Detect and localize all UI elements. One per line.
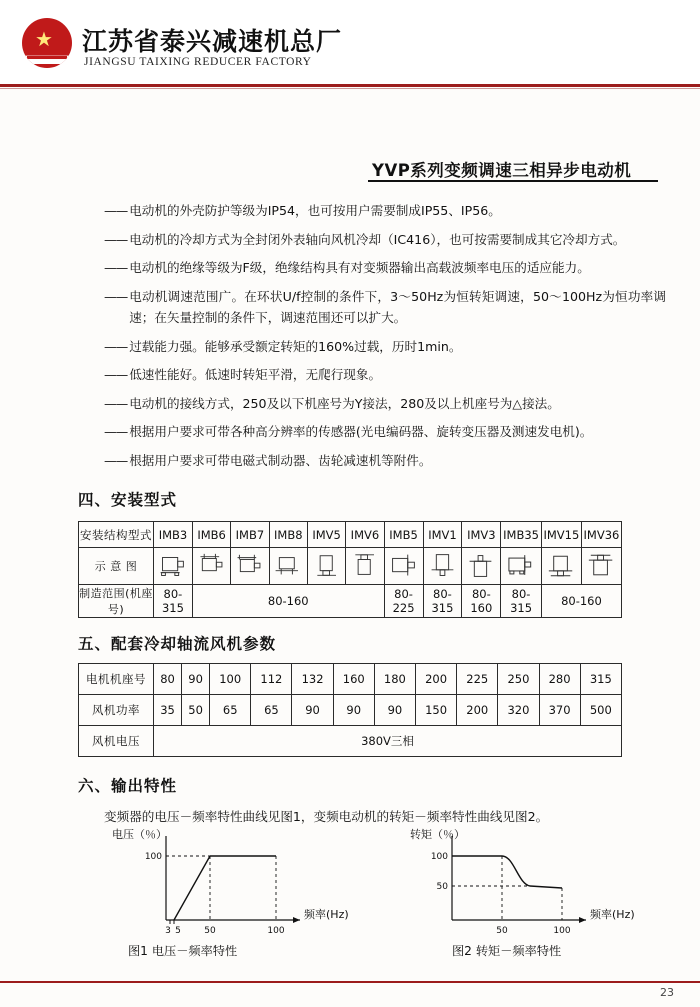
- svg-text:5: 5: [175, 926, 181, 936]
- table-cell: 80-315: [423, 585, 462, 618]
- feature-text: 电动机的绝缘等级为F级，绝缘结构具有对变频器输出高载波频率电压的适应能力。: [129, 260, 590, 275]
- motor-mount-icon: [582, 549, 621, 583]
- table-cell: IMB8: [269, 522, 307, 548]
- table-cell: 200: [457, 695, 498, 726]
- company-name-en: JIANGSU TAIXING REDUCER FACTORY: [84, 56, 312, 68]
- dash-marker: ——: [104, 338, 128, 354]
- chart-voltage-frequency: [104, 828, 354, 938]
- output-intro-text: 变频器的电压－频率特性曲线见图1，变频电动机的转矩－频率特性曲线见图2。: [104, 809, 549, 824]
- feature-text: 电动机调速范围广。在环状U/f控制的条件下，3～50Hz为恒转矩调速，50～100Hz为恒功率调速；在矢量控制的条件下，调速范围还可以扩大。: [129, 288, 666, 325]
- table-cell: 80-315: [501, 585, 542, 618]
- table-cell: IMV36: [581, 522, 621, 548]
- dash-marker: ——: [104, 395, 128, 411]
- page-title: YVP系列变频调速三相异步电动机: [372, 161, 632, 180]
- dash-marker: ——: [104, 231, 128, 247]
- motor-mount-icon: [385, 549, 423, 583]
- table-row: [79, 664, 622, 695]
- mounting-diagram-cell: [269, 548, 307, 585]
- table-cell: IMV1: [423, 522, 462, 548]
- table-cell: 370: [539, 695, 580, 726]
- table-cell: 180: [374, 664, 415, 695]
- chart1-y-axis-label: 电压（％）: [112, 828, 167, 841]
- row-label: 制造范围(机座号): [79, 585, 154, 618]
- table-row: [79, 726, 622, 757]
- table-cell: 90: [333, 695, 374, 726]
- feature-text: 低速性能好。低速时转矩平滑，无爬行现象。: [129, 367, 382, 382]
- table-cell: 80-315: [154, 585, 193, 618]
- table-cell: 150: [415, 695, 456, 726]
- install-type-table: [78, 521, 622, 618]
- table-cell: 200: [415, 664, 456, 695]
- motor-mount-icon: [193, 549, 230, 583]
- table-cell: 315: [580, 664, 621, 695]
- motor-mount-icon: [542, 549, 581, 583]
- table-cell: 225: [457, 664, 498, 695]
- table-cell: 500: [580, 695, 621, 726]
- row-label: 风机电压: [79, 726, 154, 757]
- mounting-diagram-cell: [154, 548, 193, 585]
- chart2-x-axis-label: 频率(Hz): [590, 908, 635, 921]
- dash-marker: ——: [104, 452, 128, 468]
- feature-text: 电动机的冷却方式为全封闭外表轴向风机冷却（IC416），也可按需要制成其它冷却方式。: [129, 231, 626, 247]
- chart2-y-axis-label: 转矩（％）: [410, 828, 465, 841]
- mounting-diagram-cell: [231, 548, 269, 585]
- table-cell: 90: [292, 695, 333, 726]
- table-cell: 80-225: [384, 585, 423, 618]
- mounting-diagram-cell: [192, 548, 230, 585]
- table-cell: IMV6: [346, 522, 384, 548]
- table-cell: IMB3: [154, 522, 193, 548]
- page-header: [0, 0, 700, 86]
- footer-divider: [0, 981, 700, 983]
- motor-mount-icon: [154, 549, 192, 583]
- motor-mount-icon: [231, 549, 268, 583]
- list-item: [104, 364, 666, 386]
- table-cell: 320: [498, 695, 539, 726]
- table-cell: 380V三相: [154, 726, 622, 757]
- table-cell: IMB35: [501, 522, 542, 548]
- row-label: 示 意 图: [79, 548, 154, 585]
- feature-text: 电动机的接线方式，250及以下机座号为Y接法，280及以上机座号为△接法。: [129, 395, 560, 411]
- table-cell: 100: [210, 664, 251, 695]
- motor-mount-icon: [270, 549, 307, 583]
- mounting-diagram-cell: [581, 548, 621, 585]
- table-cell: 90: [374, 695, 415, 726]
- row-label: 安装结构型式: [79, 522, 154, 548]
- table-cell: IMB6: [192, 522, 230, 548]
- svg-text:50: 50: [204, 926, 216, 936]
- company-name-cn: 江苏省泰兴减速机总厂: [82, 27, 343, 56]
- list-item: [104, 393, 666, 415]
- table-row: [79, 585, 622, 618]
- svg-text:100: 100: [144, 852, 162, 862]
- table-cell: 65: [210, 695, 251, 726]
- feature-text: 根据用户要求可带电磁式制动器、齿轮减速机等附件。: [129, 452, 432, 468]
- table-cell: 132: [292, 664, 333, 695]
- dash-marker: ——: [104, 260, 128, 275]
- feature-text: 电动机的外壳防护等级为IP54，也可按用户需要制成IP55、IP56。: [129, 203, 501, 218]
- section-heading-output: 六、输出特性: [78, 777, 178, 795]
- svg-text:50: 50: [436, 882, 448, 892]
- list-item: [104, 450, 666, 472]
- table-cell: 90: [182, 664, 210, 695]
- company-logo-icon: ★: [22, 18, 72, 68]
- svg-text:50: 50: [496, 926, 508, 936]
- dash-marker: ——: [104, 288, 128, 304]
- table-cell: 80-160: [462, 585, 501, 618]
- header-divider: [0, 84, 700, 87]
- chart1-caption: 图1 电压－频率特性: [128, 944, 238, 958]
- table-cell: 80: [154, 664, 182, 695]
- mounting-diagram-cell: [346, 548, 384, 585]
- section-heading-install: 四、安装型式: [78, 491, 178, 509]
- svg-text:100: 100: [553, 926, 571, 936]
- feature-text: 根据用户要求可带各种高分辨率的传感器(光电编码器、旋转变压器及测速发电机)。: [129, 424, 593, 439]
- feature-text: 过载能力强。能够承受额定转矩的160%过载，历时1min。: [129, 338, 462, 354]
- motor-mount-icon: [501, 549, 541, 583]
- table-cell: IMV3: [462, 522, 501, 548]
- table-cell: 112: [251, 664, 292, 695]
- page-title-underline: [368, 180, 658, 182]
- mounting-diagram-cell: [462, 548, 501, 585]
- table-cell: IMV5: [307, 522, 345, 548]
- svg-text:100: 100: [430, 852, 448, 862]
- row-label: 风机功率: [79, 695, 154, 726]
- svg-text:100: 100: [267, 926, 285, 936]
- motor-mount-icon: [346, 549, 383, 583]
- table-cell: 250: [498, 664, 539, 695]
- table-cell: 65: [251, 695, 292, 726]
- table-cell: 160: [333, 664, 374, 695]
- list-item: [104, 200, 666, 222]
- fan-parameter-table: [78, 663, 622, 757]
- table-cell: 50: [182, 695, 210, 726]
- table-cell: 280: [539, 664, 580, 695]
- page-number: 23: [660, 986, 674, 999]
- motor-mount-icon: [462, 549, 500, 583]
- list-item: [104, 336, 666, 358]
- table-cell: 80-160: [192, 585, 384, 618]
- mounting-diagram-cell: [541, 548, 581, 585]
- header-divider-thin: [0, 88, 700, 89]
- table-row: [79, 695, 622, 726]
- svg-text:3: 3: [165, 926, 171, 936]
- table-cell: IMV15: [541, 522, 581, 548]
- list-item: [104, 229, 666, 251]
- mounting-diagram-cell: [501, 548, 542, 585]
- table-cell: IMB7: [231, 522, 269, 548]
- list-item: [104, 421, 666, 443]
- dash-marker: ——: [104, 424, 128, 439]
- mounting-diagram-cell: [423, 548, 462, 585]
- list-item: [104, 286, 666, 329]
- row-label: 电机机座号: [79, 664, 154, 695]
- table-cell: 35: [154, 695, 182, 726]
- list-item: [104, 257, 666, 279]
- chart2-caption: 图2 转矩－频率特性: [452, 944, 562, 958]
- table-cell: 80-160: [541, 585, 621, 618]
- table-row: [79, 522, 622, 548]
- dash-marker: ——: [104, 203, 128, 218]
- section-heading-fan: 五、配套冷却轴流风机参数: [78, 635, 277, 653]
- mounting-diagram-cell: [307, 548, 345, 585]
- feature-list: [104, 200, 666, 478]
- chart-torque-frequency: [390, 828, 640, 938]
- table-row: [79, 548, 622, 585]
- motor-mount-icon: [308, 549, 345, 583]
- table-cell: IMB5: [384, 522, 423, 548]
- dash-marker: ——: [104, 367, 128, 382]
- motor-mount-icon: [424, 549, 462, 583]
- chart1-x-axis-label: 频率(Hz): [304, 908, 349, 921]
- mounting-diagram-cell: [384, 548, 423, 585]
